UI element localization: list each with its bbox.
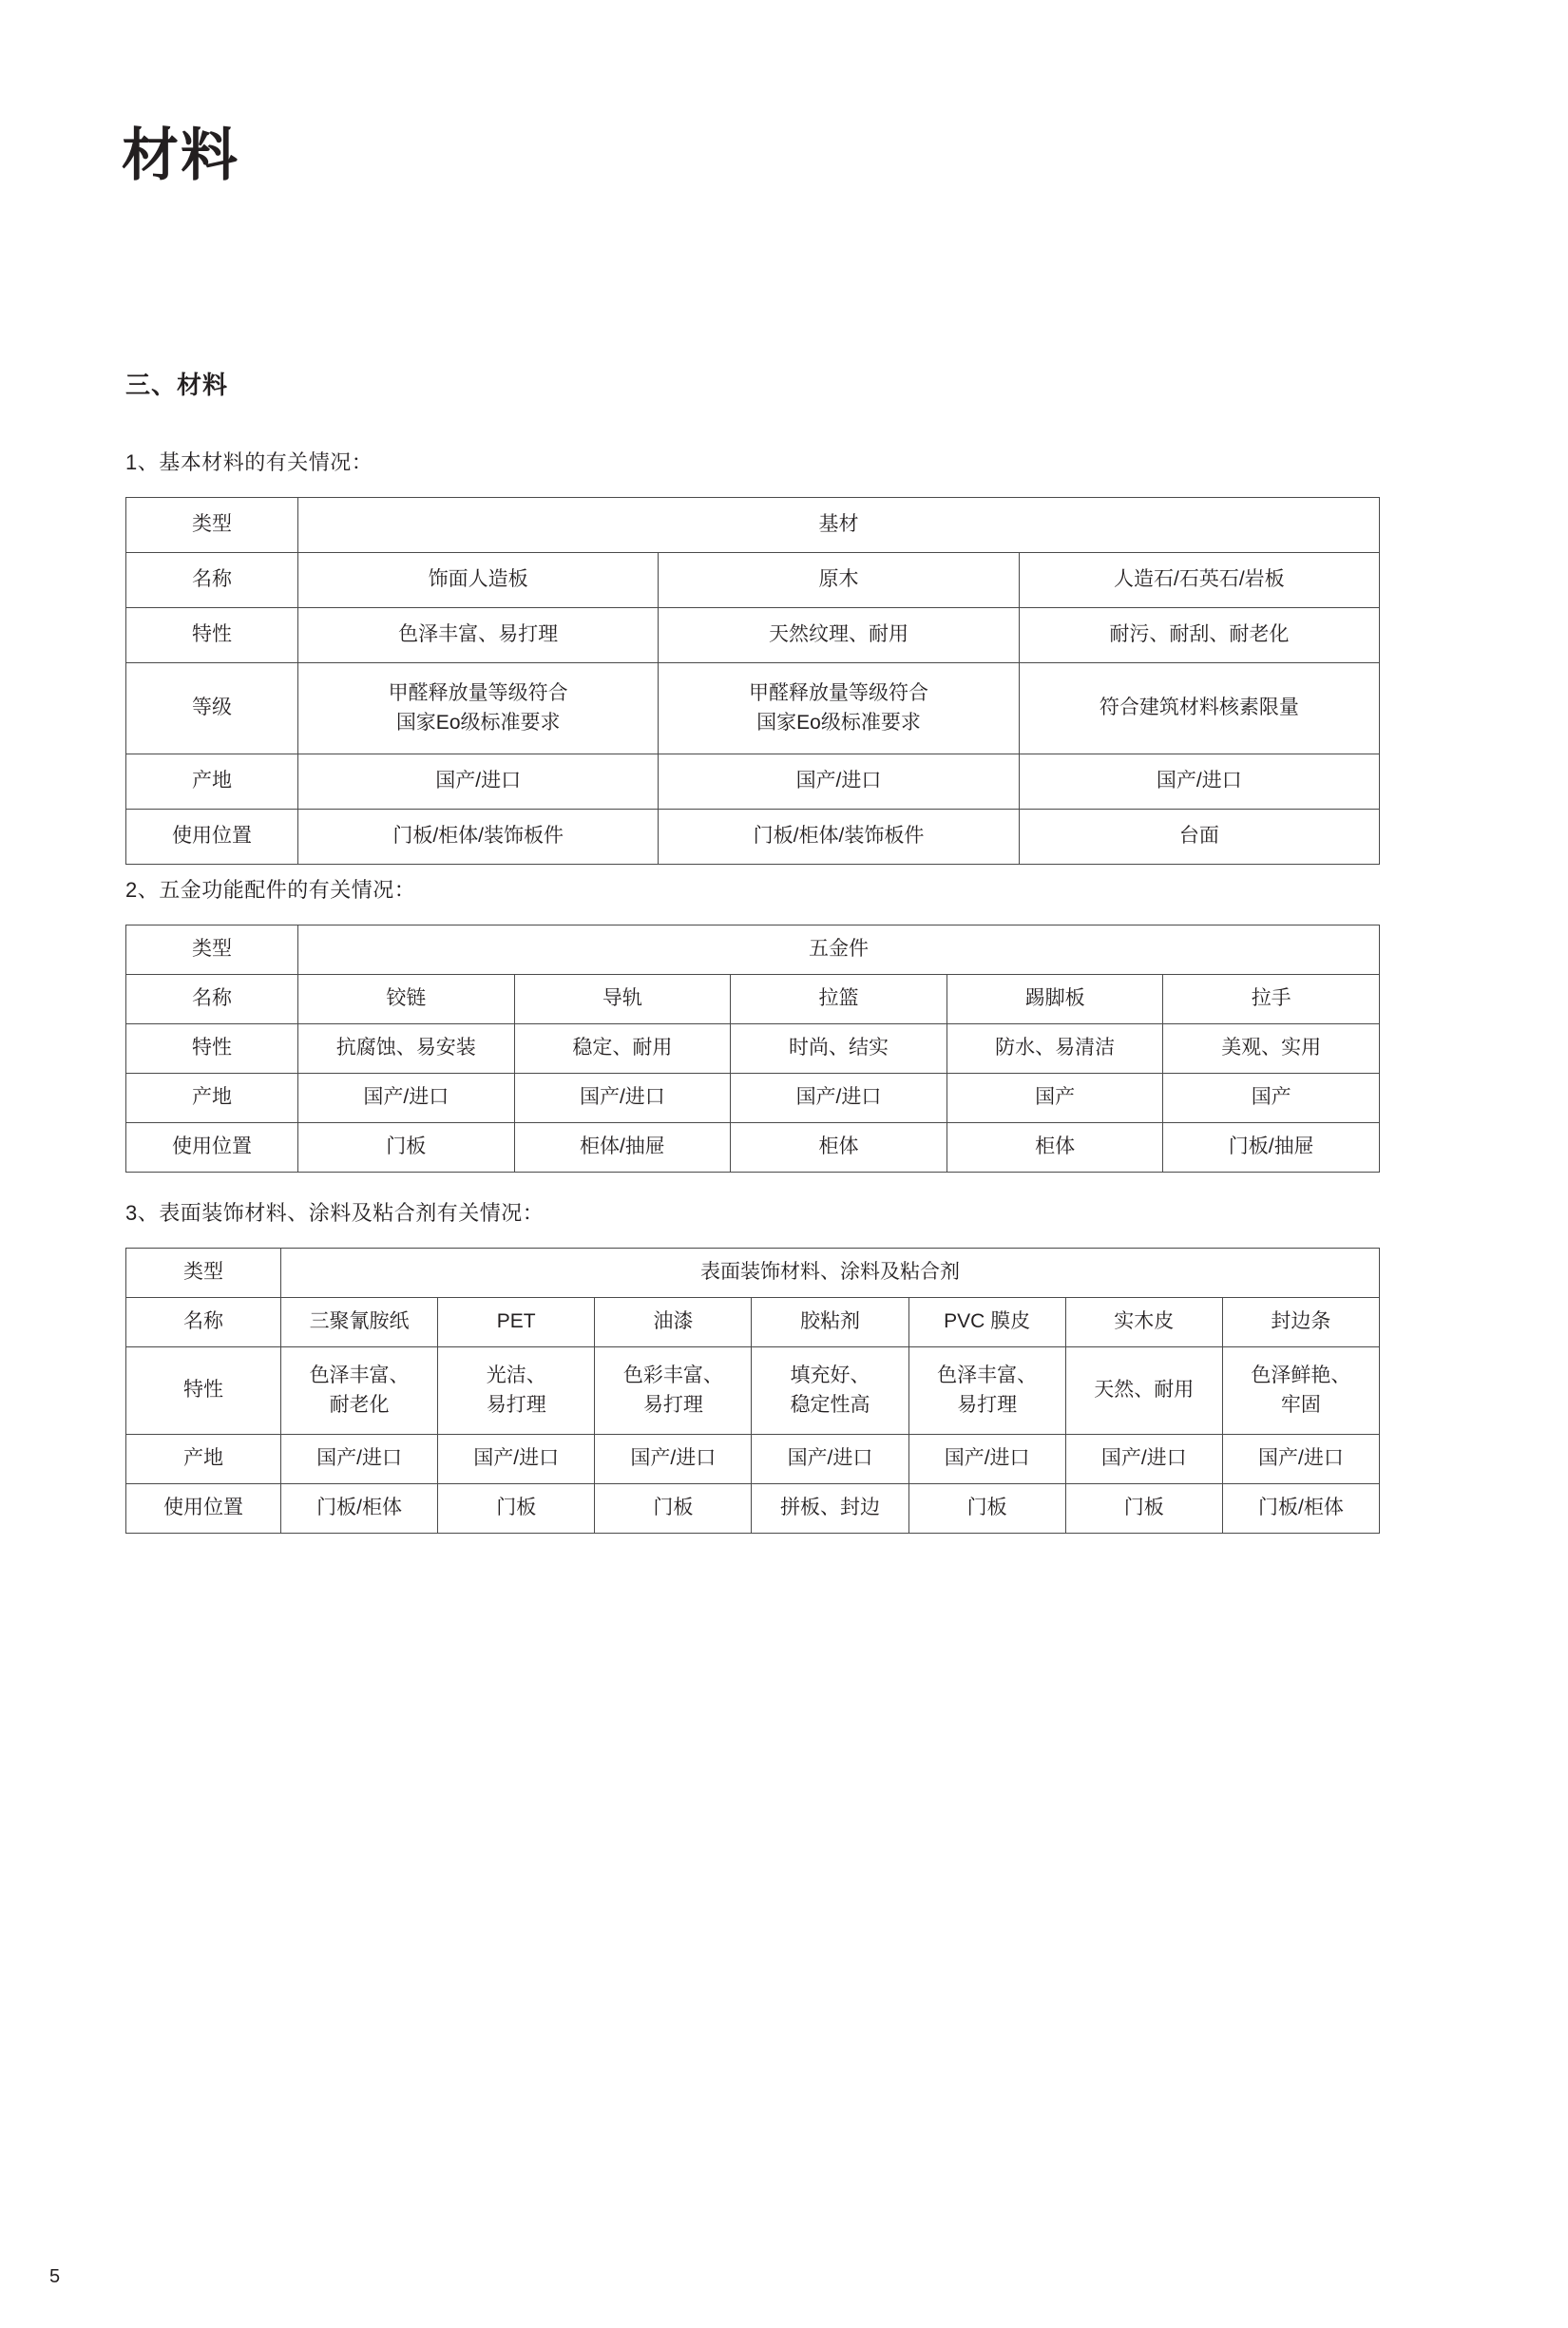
table-cell: 国产/进口 bbox=[438, 1435, 595, 1484]
table-cell: 天然、耐用 bbox=[1065, 1347, 1222, 1435]
table-row bbox=[126, 663, 1380, 754]
table-cell: 色泽丰富、 耐老化 bbox=[281, 1347, 438, 1435]
table-cell: 光洁、 易打理 bbox=[438, 1347, 595, 1435]
table-cell: 国产/进口 bbox=[1065, 1435, 1222, 1484]
table-cell: 国产 bbox=[1163, 1074, 1380, 1123]
row-header: 产地 bbox=[126, 1435, 281, 1484]
table-cell: 国产/进口 bbox=[298, 754, 659, 810]
table-cell: 封边条 bbox=[1222, 1298, 1379, 1347]
row-header: 产地 bbox=[126, 1074, 298, 1123]
row-header: 类型 bbox=[126, 925, 298, 975]
table-cell: 柜体 bbox=[731, 1123, 947, 1173]
table-cell: 符合建筑材料核素限量 bbox=[1019, 663, 1379, 754]
table-cell: PET bbox=[438, 1298, 595, 1347]
table-cell: 门板/柜体 bbox=[281, 1484, 438, 1534]
table-row bbox=[126, 1298, 1380, 1347]
row-header: 等级 bbox=[126, 663, 298, 754]
table-cell: 导轨 bbox=[514, 975, 731, 1024]
table-cell: 色泽鲜艳、 牢固 bbox=[1222, 1347, 1379, 1435]
table-row bbox=[126, 1347, 1380, 1435]
row-header: 名称 bbox=[126, 975, 298, 1024]
table-cell: 色泽丰富、易打理 bbox=[298, 608, 659, 663]
block-3-label: 3、表面装饰材料、涂料及粘合剂有关情况： bbox=[125, 1201, 545, 1225]
row-header: 使用位置 bbox=[126, 1484, 281, 1534]
table-cell: 色泽丰富、 易打理 bbox=[908, 1347, 1065, 1435]
table-cell: 国产/进口 bbox=[752, 1435, 908, 1484]
table-cell: 甲醛释放量等级符合 国家Eo级标准要求 bbox=[659, 663, 1019, 754]
row-header: 特性 bbox=[126, 1347, 281, 1435]
span-cell: 基材 bbox=[298, 498, 1380, 553]
table-cell: 国产/进口 bbox=[1222, 1435, 1379, 1484]
table-cell: 国产/进口 bbox=[514, 1074, 731, 1123]
basic-materials-table bbox=[125, 497, 1380, 865]
table-cell: 天然纹理、耐用 bbox=[659, 608, 1019, 663]
hardware-table bbox=[125, 925, 1380, 1173]
table-cell: 国产/进口 bbox=[298, 1074, 515, 1123]
table-cell: 填充好、 稳定性高 bbox=[752, 1347, 908, 1435]
span-cell: 五金件 bbox=[298, 925, 1380, 975]
section-heading: 三、材料 bbox=[125, 371, 229, 399]
row-header: 特性 bbox=[126, 608, 298, 663]
table-cell: 门板 bbox=[298, 1123, 515, 1173]
table-cell: 油漆 bbox=[595, 1298, 752, 1347]
table-cell: 国产/进口 bbox=[908, 1435, 1065, 1484]
table-cell: 防水、易清洁 bbox=[947, 1024, 1163, 1074]
row-header: 产地 bbox=[126, 754, 298, 810]
table-cell: 美观、实用 bbox=[1163, 1024, 1380, 1074]
row-header: 使用位置 bbox=[126, 810, 298, 865]
table-cell: 时尚、结实 bbox=[731, 1024, 947, 1074]
table-row bbox=[126, 1074, 1380, 1123]
table-row bbox=[126, 608, 1380, 663]
table-cell: 门板/柜体/装饰板件 bbox=[659, 810, 1019, 865]
material-block-3 bbox=[125, 1197, 1380, 1534]
surface-materials-table bbox=[125, 1248, 1380, 1534]
table-cell: 饰面人造板 bbox=[298, 553, 659, 608]
table-cell: 国产/进口 bbox=[281, 1435, 438, 1484]
table-cell: 踢脚板 bbox=[947, 975, 1163, 1024]
table-row bbox=[126, 810, 1380, 865]
table-cell: 拉篮 bbox=[731, 975, 947, 1024]
table-cell: 耐污、耐刮、耐老化 bbox=[1019, 608, 1379, 663]
table-row bbox=[126, 553, 1380, 608]
table-cell: 拼板、封边 bbox=[752, 1484, 908, 1534]
page-title: 材料 bbox=[122, 124, 239, 187]
table-cell: 实木皮 bbox=[1065, 1298, 1222, 1347]
row-header: 类型 bbox=[126, 498, 298, 553]
table-cell: 甲醛释放量等级符合 国家Eo级标准要求 bbox=[298, 663, 659, 754]
material-block-1 bbox=[125, 447, 1380, 865]
row-header: 特性 bbox=[126, 1024, 298, 1074]
table-row bbox=[126, 1123, 1380, 1173]
block-2-label: 2、五金功能配件的有关情况： bbox=[125, 878, 416, 902]
table-cell: 国产 bbox=[947, 1074, 1163, 1123]
material-block-2 bbox=[125, 874, 1380, 1173]
table-cell: 台面 bbox=[1019, 810, 1379, 865]
block-1-label: 1、基本材料的有关情况： bbox=[125, 450, 373, 474]
table-cell: 人造石/石英石/岩板 bbox=[1019, 553, 1379, 608]
table-cell: 门板 bbox=[595, 1484, 752, 1534]
page-number: 5 bbox=[49, 2266, 61, 2287]
table-cell: 柜体 bbox=[947, 1123, 1163, 1173]
table-cell: 门板 bbox=[908, 1484, 1065, 1534]
table-cell: 门板 bbox=[438, 1484, 595, 1534]
table-row bbox=[126, 1435, 1380, 1484]
row-header: 使用位置 bbox=[126, 1123, 298, 1173]
row-header: 名称 bbox=[126, 1298, 281, 1347]
table-cell: 拉手 bbox=[1163, 975, 1380, 1024]
table-cell: 门板/抽屉 bbox=[1163, 1123, 1380, 1173]
table-cell: 国产/进口 bbox=[659, 754, 1019, 810]
table-row bbox=[126, 754, 1380, 810]
table-cell: 门板/柜体 bbox=[1222, 1484, 1379, 1534]
table-row bbox=[126, 925, 1380, 975]
table-cell: 国产/进口 bbox=[595, 1435, 752, 1484]
row-header: 类型 bbox=[126, 1249, 281, 1298]
table-cell: 稳定、耐用 bbox=[514, 1024, 731, 1074]
table-cell: 铰链 bbox=[298, 975, 515, 1024]
span-cell: 表面装饰材料、涂料及粘合剂 bbox=[281, 1249, 1380, 1298]
table-row bbox=[126, 1249, 1380, 1298]
row-header: 名称 bbox=[126, 553, 298, 608]
table-row bbox=[126, 1024, 1380, 1074]
table-cell: 色彩丰富、 易打理 bbox=[595, 1347, 752, 1435]
table-cell: 抗腐蚀、易安装 bbox=[298, 1024, 515, 1074]
table-cell: PVC 膜皮 bbox=[908, 1298, 1065, 1347]
table-cell: 国产/进口 bbox=[731, 1074, 947, 1123]
table-cell: 原木 bbox=[659, 553, 1019, 608]
table-cell: 三聚氰胺纸 bbox=[281, 1298, 438, 1347]
table-cell: 国产/进口 bbox=[1019, 754, 1379, 810]
table-row bbox=[126, 975, 1380, 1024]
table-row bbox=[126, 1484, 1380, 1534]
table-cell: 柜体/抽屉 bbox=[514, 1123, 731, 1173]
table-cell: 门板 bbox=[1065, 1484, 1222, 1534]
table-cell: 胶粘剂 bbox=[752, 1298, 908, 1347]
table-cell: 门板/柜体/装饰板件 bbox=[298, 810, 659, 865]
table-row bbox=[126, 498, 1380, 553]
